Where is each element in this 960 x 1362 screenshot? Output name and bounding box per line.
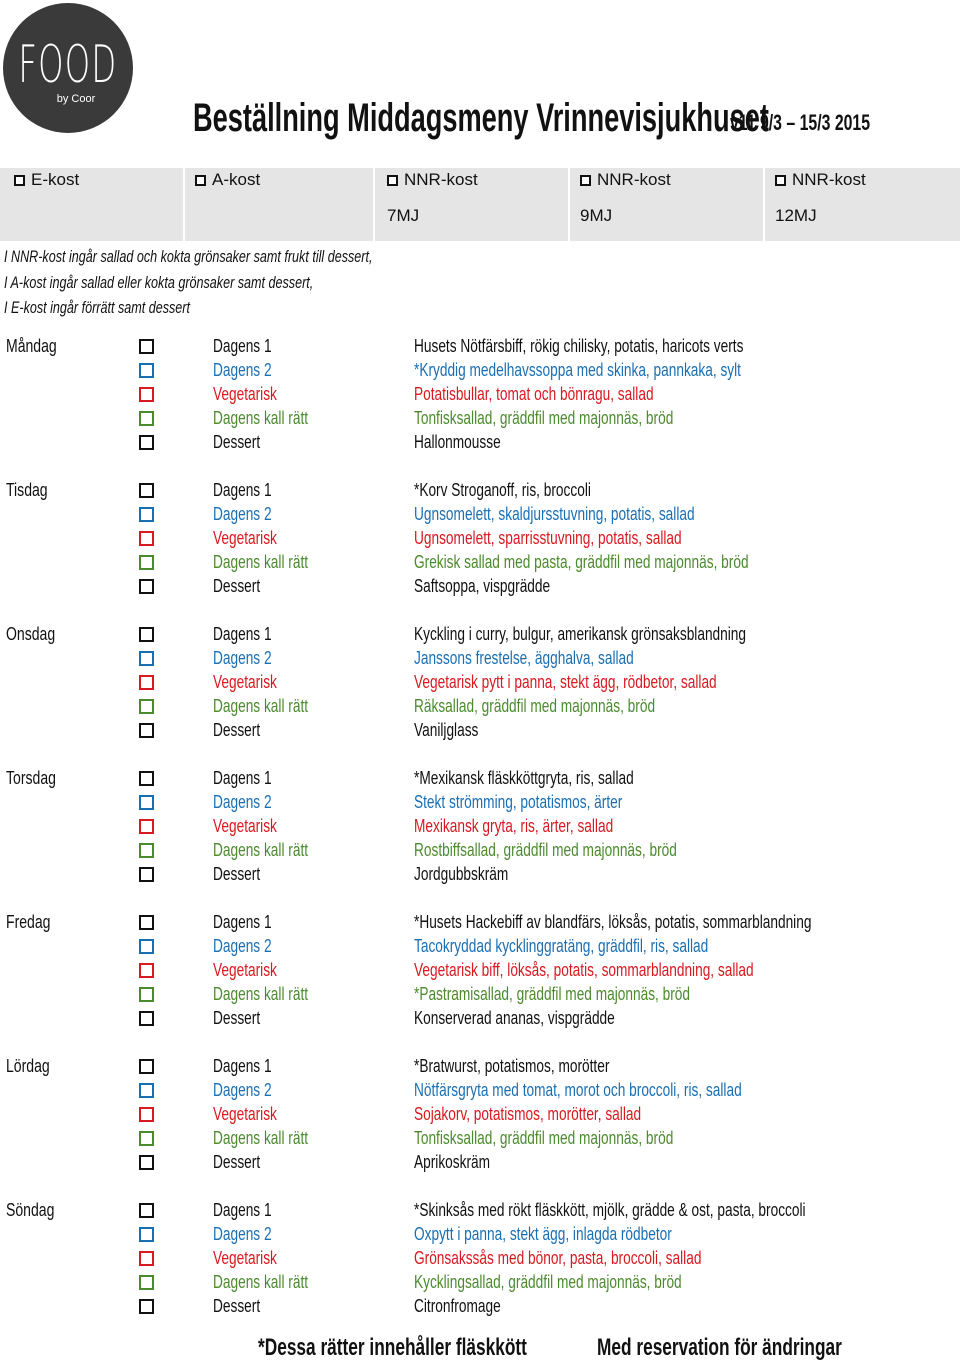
order-checkbox[interactable] bbox=[139, 627, 154, 642]
meal-category: Dagens 2 bbox=[213, 1080, 272, 1100]
dish-description: Konserverad ananas, vispgrädde bbox=[414, 1008, 615, 1028]
meal-category: Dessert bbox=[213, 1296, 261, 1316]
meal-category: Dagens kall rätt bbox=[213, 552, 309, 572]
meal-category: Dagens 2 bbox=[213, 936, 272, 956]
diet-label: A-kost bbox=[212, 170, 261, 189]
dish-description: Oxpytt i panna, stekt ägg, inlagda rödbetor bbox=[414, 1224, 672, 1244]
dish-description: *Korv Stroganoff, ris, broccoli bbox=[414, 480, 591, 500]
dish-description: Aprikoskräm bbox=[414, 1152, 491, 1172]
order-checkbox[interactable] bbox=[139, 435, 154, 450]
diet-option-cell bbox=[765, 168, 960, 241]
meal-category: Dagens kall rätt bbox=[213, 696, 309, 716]
dish-description: *Kryddig medelhavssoppa med skinka, pannkaka, sylt bbox=[414, 360, 741, 380]
meal-category: Dessert bbox=[213, 1008, 261, 1028]
order-checkbox[interactable] bbox=[139, 1251, 154, 1266]
meal-category: Dessert bbox=[213, 432, 261, 452]
checkbox-icon[interactable] bbox=[580, 175, 591, 186]
meal-category: Vegetarisk bbox=[213, 816, 277, 836]
dish-description: Tonfisksallad, gräddfil med majonnäs, bröd bbox=[414, 408, 674, 428]
dish-description: Stekt strömming, potatismos, ärter bbox=[414, 792, 623, 812]
order-checkbox[interactable] bbox=[139, 1011, 154, 1026]
order-checkbox[interactable] bbox=[139, 795, 154, 810]
order-checkbox[interactable] bbox=[139, 579, 154, 594]
order-checkbox[interactable] bbox=[139, 531, 154, 546]
order-checkbox[interactable] bbox=[139, 987, 154, 1002]
diet-energy: 9MJ bbox=[580, 206, 613, 225]
order-checkbox[interactable] bbox=[139, 411, 154, 426]
meal-category: Dagens 1 bbox=[213, 768, 272, 788]
order-checkbox[interactable] bbox=[139, 1083, 154, 1098]
checkbox-icon[interactable] bbox=[195, 175, 206, 186]
order-checkbox[interactable] bbox=[139, 1107, 154, 1122]
diet-label: E-kost bbox=[31, 170, 80, 189]
checkbox-icon[interactable] bbox=[14, 175, 25, 186]
dish-description: Hallonmousse bbox=[414, 432, 501, 452]
meal-category: Dagens kall rätt bbox=[213, 840, 309, 860]
food-logo bbox=[3, 3, 133, 133]
order-checkbox[interactable] bbox=[139, 363, 154, 378]
menu-version: v11 9/3 – 15/3 2015 bbox=[730, 110, 871, 135]
meal-category: Dagens kall rätt bbox=[213, 1128, 309, 1148]
logo-sub: by Coor bbox=[56, 93, 96, 105]
meal-category: Dagens 1 bbox=[213, 336, 272, 356]
meal-category: Vegetarisk bbox=[213, 528, 277, 548]
dish-description: Saftsoppa, vispgrädde bbox=[414, 576, 551, 596]
dish-description: *Pastramisallad, gräddfil med majonnäs, bröd bbox=[414, 984, 691, 1004]
diet-note: I E-kost ingår förrätt samt dessert bbox=[4, 298, 190, 317]
diet-option[interactable] bbox=[14, 170, 79, 190]
dish-description: *Mexikansk fläskköttgryta, ris, sallad bbox=[414, 768, 634, 788]
meal-category: Dessert bbox=[213, 1152, 261, 1172]
page-title-text: Beställning Middagsmeny Vrinnevisjukhuset bbox=[193, 96, 769, 140]
diet-option[interactable] bbox=[195, 170, 260, 190]
dish-description: Mexikansk gryta, ris, ärter, sallad bbox=[414, 816, 614, 836]
dish-description: Tonfisksallad, gräddfil med majonnäs, bröd bbox=[414, 1128, 674, 1148]
dish-description: Citronfromage bbox=[414, 1296, 501, 1316]
dish-description: Potatisbullar, tomat och bönragu, sallad bbox=[414, 384, 654, 404]
meal-category: Dagens kall rätt bbox=[213, 1272, 309, 1292]
diet-option-cell bbox=[0, 168, 185, 241]
meal-category: Vegetarisk bbox=[213, 1248, 277, 1268]
order-checkbox[interactable] bbox=[139, 675, 154, 690]
meal-category: Dagens kall rätt bbox=[213, 408, 309, 428]
meal-category: Dessert bbox=[213, 864, 261, 884]
order-checkbox[interactable] bbox=[139, 723, 154, 738]
dish-description: Ugnsomelett, skaldjursstuvning, potatis, sallad bbox=[414, 504, 695, 524]
checkbox-icon[interactable] bbox=[387, 175, 398, 186]
diet-energy: 7MJ bbox=[387, 206, 420, 225]
pork-notice: *Dessa rätter innehåller fläskkött bbox=[258, 1334, 527, 1361]
diet-option[interactable] bbox=[387, 170, 478, 190]
order-checkbox[interactable] bbox=[139, 555, 154, 570]
order-checkbox[interactable] bbox=[139, 1275, 154, 1290]
diet-label: NNR-kost bbox=[597, 170, 671, 189]
day-label: Söndag bbox=[6, 1200, 55, 1220]
meal-category: Dagens 1 bbox=[213, 1200, 272, 1220]
diet-label: NNR-kost bbox=[792, 170, 866, 189]
dish-description: *Husets Hackebiff av blandfärs, löksås, potatis, sommarblandning bbox=[414, 912, 812, 932]
order-checkbox[interactable] bbox=[139, 771, 154, 786]
meal-category: Dagens 2 bbox=[213, 648, 272, 668]
dish-description: Husets Nötfärsbiff, rökig chilisky, potatis, haricots verts bbox=[414, 336, 744, 356]
dish-description: *Bratwurst, potatismos, morötter bbox=[414, 1056, 610, 1076]
day-label: Torsdag bbox=[6, 768, 56, 788]
meal-category: Dagens 1 bbox=[213, 1056, 272, 1076]
order-checkbox[interactable] bbox=[139, 1059, 154, 1074]
checkbox-icon[interactable] bbox=[775, 175, 786, 186]
dish-description: Vegetarisk biff, löksås, potatis, sommarblandning, sallad bbox=[414, 960, 754, 980]
meal-category: Dagens 1 bbox=[213, 912, 272, 932]
day-label: Onsdag bbox=[6, 624, 56, 644]
day-label: Lördag bbox=[6, 1056, 50, 1076]
order-checkbox[interactable] bbox=[139, 699, 154, 714]
diet-energy: 12MJ bbox=[775, 206, 817, 225]
meal-category: Vegetarisk bbox=[213, 672, 277, 692]
meal-category: Vegetarisk bbox=[213, 960, 277, 980]
dish-description: Nötfärsgryta med tomat, morot och broccoli, ris, sallad bbox=[414, 1080, 742, 1100]
meal-category: Dagens 1 bbox=[213, 480, 272, 500]
day-label: Fredag bbox=[6, 912, 51, 932]
order-checkbox[interactable] bbox=[139, 507, 154, 522]
dish-description: Vaniljglass bbox=[414, 720, 479, 740]
order-checkbox[interactable] bbox=[139, 819, 154, 834]
order-checkbox[interactable] bbox=[139, 651, 154, 666]
order-checkbox[interactable] bbox=[139, 1155, 154, 1170]
meal-category: Dessert bbox=[213, 720, 261, 740]
dish-description: Grönsakssås med bönor, pasta, broccoli, sallad bbox=[414, 1248, 702, 1268]
dish-description: Grekisk sallad med pasta, gräddfil med majonnäs, bröd bbox=[414, 552, 749, 572]
day-label: Tisdag bbox=[6, 480, 48, 500]
dish-description: Vegetarisk pytt i panna, stekt ägg, rödbetor, sallad bbox=[414, 672, 717, 692]
order-checkbox[interactable] bbox=[139, 339, 154, 354]
meal-category: Dagens 2 bbox=[213, 792, 272, 812]
diet-option[interactable] bbox=[580, 170, 671, 190]
dish-description: *Skinksås med rökt fläskkött, mjölk, grädde & ost, pasta, broccoli bbox=[414, 1200, 806, 1220]
order-checkbox[interactable] bbox=[139, 939, 154, 954]
order-checkbox[interactable] bbox=[139, 843, 154, 858]
order-checkbox[interactable] bbox=[139, 1203, 154, 1218]
meal-category: Dagens 2 bbox=[213, 360, 272, 380]
dish-description: Tacokryddad kycklinggratäng, gräddfil, ris, sallad bbox=[414, 936, 709, 956]
diet-note: I A-kost ingår sallad eller kokta grönsaker samt dessert, bbox=[4, 272, 314, 292]
order-checkbox[interactable] bbox=[139, 1131, 154, 1146]
order-checkbox[interactable] bbox=[139, 483, 154, 498]
diet-option-cell bbox=[185, 168, 375, 241]
dish-description: Kycklingsallad, gräddfil med majonnäs, bröd bbox=[414, 1272, 682, 1292]
dish-description: Rostbiffsallad, gräddfil med majonnäs, bröd bbox=[414, 840, 677, 860]
dish-description: Jordgubbskräm bbox=[414, 864, 509, 884]
dish-description: Kyckling i curry, bulgur, amerikansk grönsaksblandning bbox=[414, 624, 747, 644]
reservation-notice: Med reservation för ändringar bbox=[597, 1334, 842, 1361]
dish-description: Sojakorv, potatismos, morötter, sallad bbox=[414, 1104, 642, 1124]
meal-category: Dagens kall rätt bbox=[213, 984, 309, 1004]
dish-description: Räksallad, gräddfil med majonnäs, bröd bbox=[414, 696, 656, 716]
diet-label: NNR-kost bbox=[404, 170, 478, 189]
dish-description: Janssons frestelse, ägghalva, sallad bbox=[414, 648, 634, 668]
dish-description: Ugnsomelett, sparrisstuvning, potatis, sallad bbox=[414, 528, 682, 548]
diet-notes bbox=[4, 244, 502, 321]
day-label: Måndag bbox=[6, 336, 57, 356]
meal-category: Vegetarisk bbox=[213, 384, 277, 404]
diet-options bbox=[0, 168, 960, 241]
order-checkbox[interactable] bbox=[139, 867, 154, 882]
order-checkbox[interactable] bbox=[139, 1299, 154, 1314]
meal-category: Dagens 2 bbox=[213, 504, 272, 524]
order-checkbox[interactable] bbox=[139, 915, 154, 930]
logo-word: FOOD bbox=[18, 35, 118, 95]
diet-note: I NNR-kost ingår sallad och kokta grönsaker samt frukt till dessert, bbox=[4, 247, 373, 266]
order-checkbox[interactable] bbox=[139, 387, 154, 402]
meal-category: Dagens 2 bbox=[213, 1224, 272, 1244]
meal-category: Vegetarisk bbox=[213, 1104, 277, 1124]
order-checkbox[interactable] bbox=[139, 963, 154, 978]
diet-option-cell bbox=[375, 168, 570, 241]
meal-category: Dagens 1 bbox=[213, 624, 272, 644]
order-checkbox[interactable] bbox=[139, 1227, 154, 1242]
diet-option[interactable] bbox=[775, 170, 866, 190]
diet-option-cell bbox=[570, 168, 765, 241]
meal-category: Dessert bbox=[213, 576, 261, 596]
